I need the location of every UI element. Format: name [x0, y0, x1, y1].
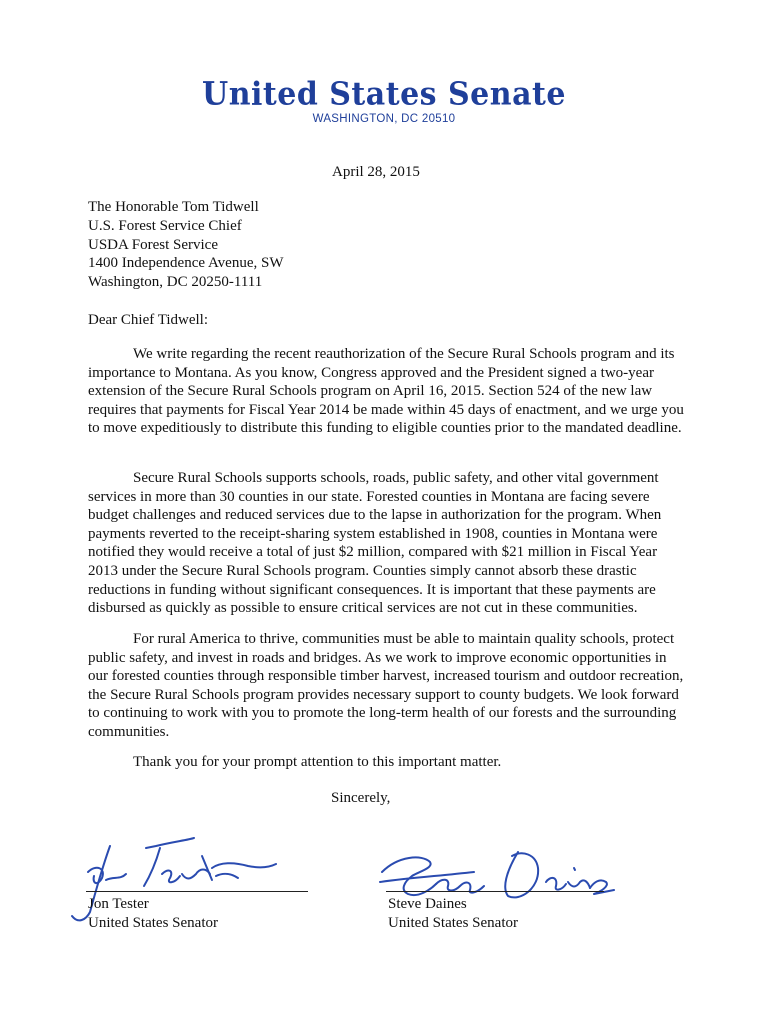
recipient-line: 1400 Independence Avenue, SW: [88, 255, 284, 272]
signatory-tester: [88, 895, 218, 933]
body-paragraph: [88, 753, 688, 772]
body-paragraph: [88, 345, 688, 438]
recipient-line: The Honorable Tom Tidwell: [88, 199, 259, 215]
paragraph-text: Thank you for your prompt attention to this important matter.: [133, 754, 502, 770]
recipient-line: Washington, DC 20250-1111: [88, 274, 263, 291]
paragraph-text: For rural America to thrive, communities must be able to maintain quality schools, protect public safety, and invest in roads and bridges. As we work to improve economic opportunities in our forested counties through responsible timber harvest, increased tourism and outdoor recreation, the Secure Rural Schools program provides necessary support to county budgets. We look forward to continuing to work with you to promote the long-term health of our forests and the surrounding communities.: [88, 631, 684, 740]
recipient-line: U.S. Forest Service Chief: [88, 217, 242, 234]
body-paragraph: [88, 469, 688, 618]
signature-line-daines: [386, 891, 604, 892]
signature-line-tester: [86, 891, 308, 892]
paragraph-text: Secure Rural Schools supports schools, roads, public safety, and other vital government services in more than 30 counties in our state. Forested counties in Montana are facing severe budget challenges and reduced services due to the lapse in authorization for the program. When payments reverted to the receipt-sharing system established in 1908, counties in Montana were notified they would receive a total of just $2 million, compared with $21 million in Fiscal Year 2013 under the Secure Rural Schools program. Counties simply cannot absorb these drastic reductions in funding without significant consequences. It is important that these payments are disbursed as quickly as possible to ensure critical services are not cut in these communities.: [88, 470, 662, 617]
recipient-address: [88, 198, 284, 292]
recipient-line: USDA Forest Service: [88, 236, 218, 253]
closing: Sincerely,: [331, 790, 391, 806]
letterhead-title: United States Senate: [202, 76, 566, 113]
signatory-title: United States Senator: [88, 915, 218, 931]
signatory-daines: [388, 895, 518, 933]
signatory-name: Jon Tester: [88, 896, 149, 912]
letterhead: [0, 78, 768, 125]
paragraph-text: We write regarding the recent reauthorization of the Secure Rural Schools program and its importance to Montana. As you know, Congress approved and the President signed a two-year extension of the Secure Rural Schools program on April 16, 2015. Section 524 of the new law requires that payments for Fiscal Year 2014 be made within 45 days of enactment, and we urge you to move expeditiously to distribute this funding to eligible counties prior to the mandated deadline.: [88, 346, 684, 437]
letterhead-city: WASHINGTON, DC 20510: [312, 113, 456, 125]
body-paragraph: [88, 630, 688, 742]
letter-date: April 28, 2015: [332, 164, 420, 180]
signatory-name: Steve Daines: [388, 896, 467, 912]
signatory-title: United States Senator: [388, 915, 518, 931]
salutation: Dear Chief Tidwell:: [88, 312, 208, 328]
